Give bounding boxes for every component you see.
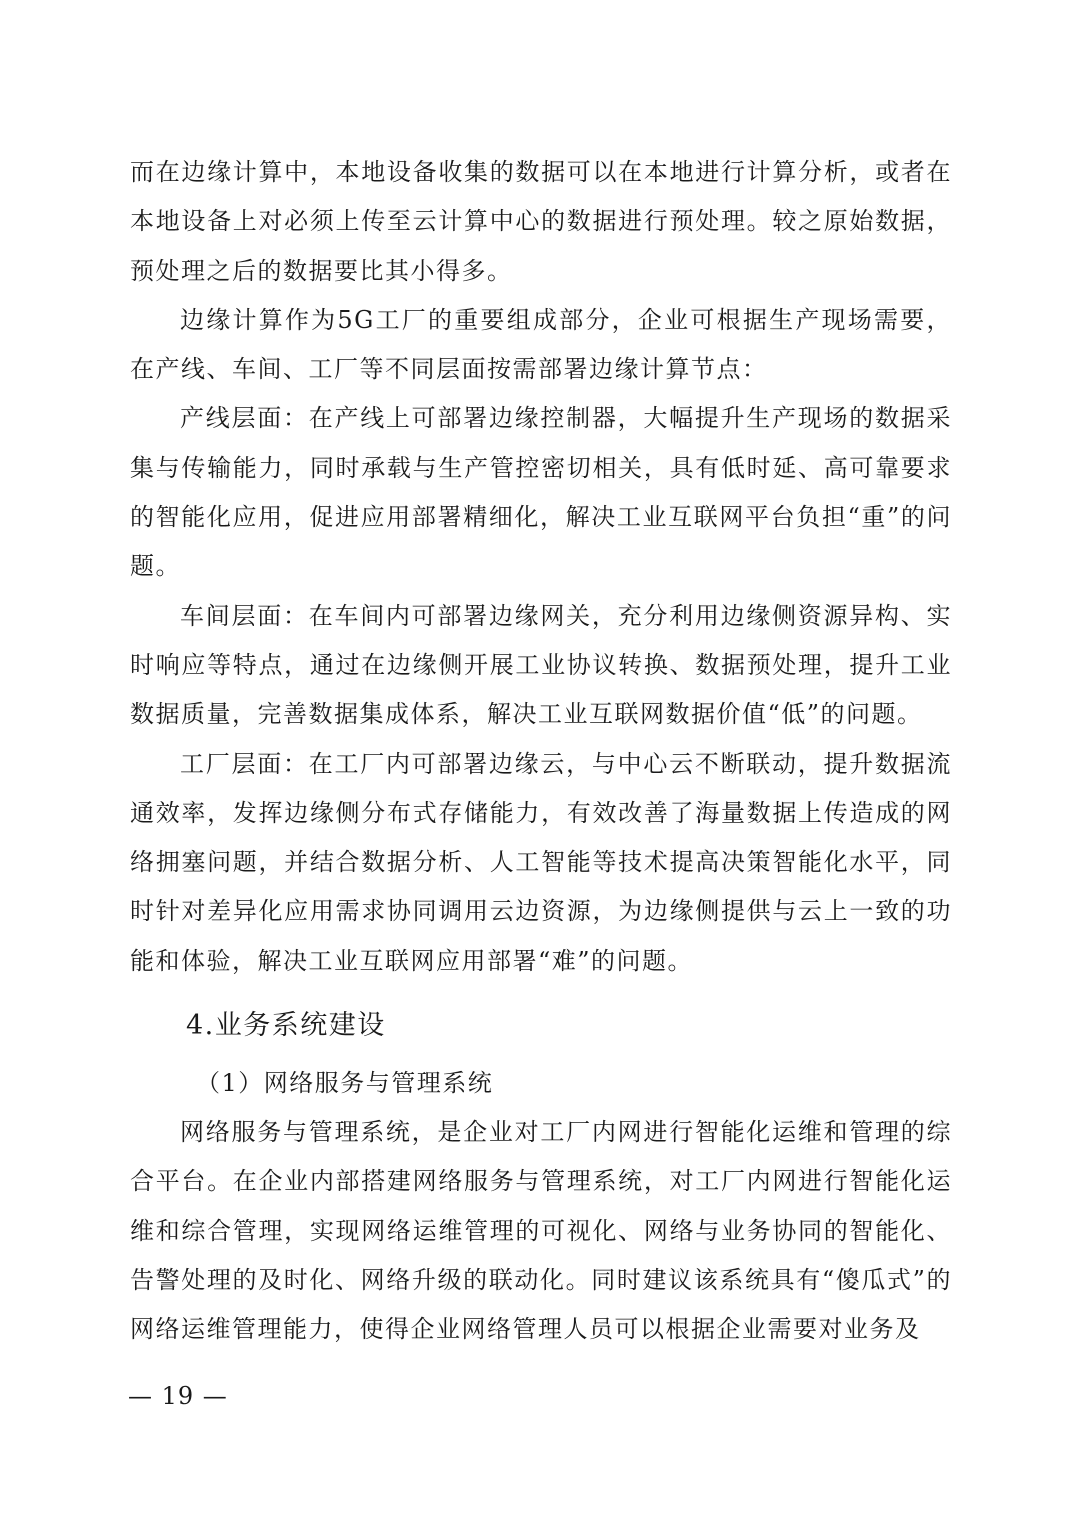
- paragraph-network-management-system: 网络服务与管理系统，是企业对工厂内网进行智能化运维和管理的综合平台。在企业内部搭建网络服务与管理系统，对工厂内网进行智能化运维和综合管理，实现网络运维管理的可视化、网络与业务协同的智能化、告警处理的及时化、网络升级的联动化。同时建议该系统具有“傻瓜式”的网络运维管理能力，使得企业网络管理人员可以根据企业需要对业务及: [130, 1118, 952, 1344]
- paragraph-workshop-level: 车间层面：在车间内可部署边缘网关，充分利用边缘侧资源异构、实时响应等特点，通过在边缘侧开展工业协议转换、数据预处理，提升工业数据质量，完善数据集成体系，解决工业互联网数据价值“低”的问题。: [130, 601, 952, 729]
- paragraph-production-line-level: 产线层面：在产线上可部署边缘控制器，大幅提升生产现场的数据采集与传输能力，同时承载与生产管控密切相关，具有低时延、高可靠要求的智能化应用，促进应用部署精细化，解决工业互联网平台负担“重”的问题。: [130, 404, 952, 581]
- section-heading: 4.业务系统建设: [186, 1010, 386, 1042]
- paragraph-edge-computing-5g-factory: 边缘计算作为5G工厂的重要组成部分，企业可根据生产现场需要，在产线、车间、工厂等不同层面按需部署边缘计算节点：: [130, 305, 952, 384]
- paragraph-edge-computing-intro: 而在边缘计算中，本地设备收集的数据可以在本地进行计算分析，或者在本地设备上对必须上传至云计算中心的数据进行预处理。较之原始数据，预处理之后的数据要比其小得多。: [130, 158, 952, 285]
- page-content: [130, 148, 952, 1355]
- paragraph-factory-level: 工厂层面：在工厂内可部署边缘云，与中心云不断联动，提升数据流通效率，发挥边缘侧分布式存储能力，有效改善了海量数据上传造成的网络拥塞问题，并结合数据分析、人工智能等技术提高决策智能化水平，同时针对差异化应用需求协同调用云边资源，为边缘侧提供与云上一致的功能和体验，解决工业互联网应用部署“难”的问题。: [130, 749, 952, 975]
- page-number: — 19 —: [128, 1382, 228, 1410]
- subsection-heading: （1）网络服务与管理系统: [196, 1069, 494, 1098]
